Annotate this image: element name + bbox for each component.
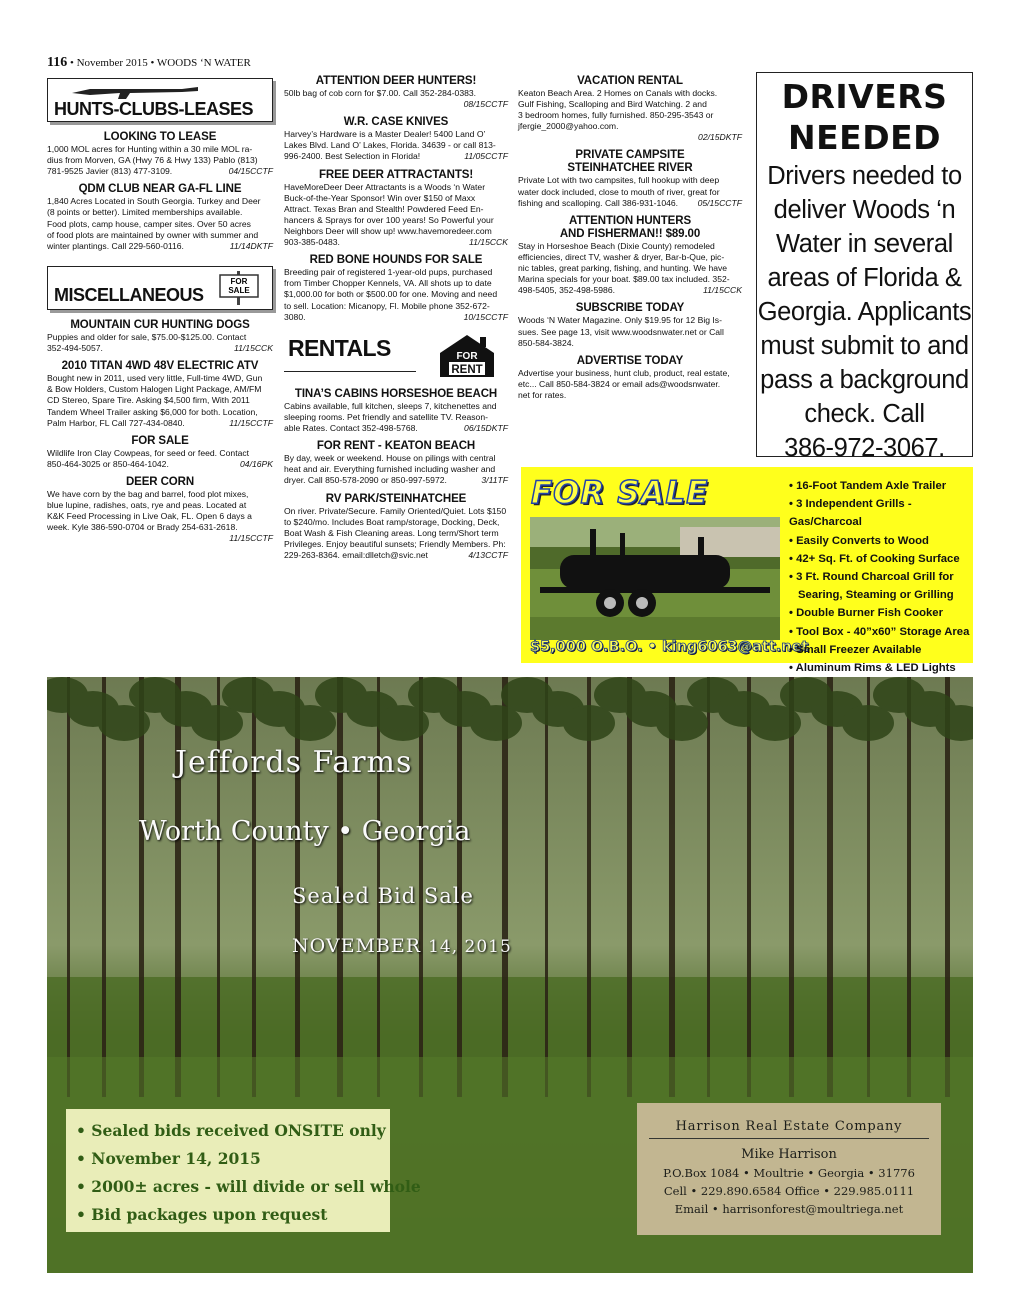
ad-body: [47, 489, 273, 533]
ad-code: 11/14DKTF: [229, 240, 273, 251]
text-line: blue lupine, radishes, oats, rye and peas. Located at: [47, 500, 247, 511]
ad-private-campsite: [518, 148, 742, 208]
pine-trunk: [545, 677, 548, 1097]
ad-title: ADVERTISE TODAY: [576, 354, 684, 367]
text-line: nic tables, great parking, fishing, and hunting. We have: [518, 263, 728, 274]
text-line: sues. See page 13, visit www.woodsnwater.net or Call: [518, 326, 724, 337]
ad-deer-corn: [47, 475, 273, 544]
ad-title: W.R. CASE KNIVES: [343, 116, 449, 129]
text-line: 850-584-3824.: [518, 337, 574, 348]
pine-trunk: [67, 677, 70, 1097]
ad-title: ATTENTION DEER HUNTERS!: [315, 75, 477, 87]
ad-title: SUBSCRIBE TODAY: [575, 302, 685, 315]
issue-line: • November 2015 • WOODS ‘N WATER: [67, 57, 251, 69]
text-line: K&K Feed Processing in Live Oak, FL. Open 6 days a: [47, 511, 252, 522]
text-line: 850-464-3025 or 850-464-1042.: [47, 458, 169, 469]
land-ad-sale-type: Sealed Bid Sale: [292, 884, 474, 908]
ad-code: 11/15CCTF: [229, 533, 273, 544]
ad-title: LOOKING TO LEASE: [103, 131, 217, 143]
pine-trunk: [252, 677, 256, 1097]
feature-item: • 42+ Sq. Ft. of Cooking Surface: [789, 552, 960, 565]
text-line: water dock included, close to mouth of river, great for: [518, 186, 720, 197]
column-1: [47, 74, 273, 550]
ad-code: 4/13CCTF: [468, 550, 508, 560]
text-line: • 2000± acres - will divide or sell whole: [76, 1177, 421, 1196]
feature-item: • Small Freezer Available: [789, 643, 922, 656]
ad-title: VACATION RENTAL: [577, 75, 683, 87]
text-line: Food plots, camp house, camper sites. Over 50 acres: [47, 218, 251, 229]
column-2: [284, 74, 508, 566]
text-line: HaveMoreDeer Deer Attractants is a Woods ‘n Water: [284, 181, 486, 192]
text-line: CD Stereo, Spare Tire. Asking $4,500 firm, With 2011: [47, 395, 250, 406]
text-line: & Bow Holders, Custom Halogen Light Package, AM/FM: [47, 384, 262, 395]
text-line: Puppies and older for sale, $75.00-$125.00. Contact: [47, 331, 247, 342]
text-line: On river. Private/Secure. Family Oriented/Quiet. Lots $150: [284, 505, 507, 516]
text-line: 903-385-0483.: [284, 237, 340, 248]
ad-code: 02/15DKTF: [698, 132, 742, 143]
section-header-rentals: [284, 331, 508, 377]
text-line: 1,840 Acres Located in South Georgia. Turkey and Deer: [47, 196, 261, 207]
text-line: Privileges. Enjoy beautiful sunsets; Friendly Members. Ph:: [284, 538, 506, 549]
ad-body: [284, 88, 508, 99]
feature-item: • Aluminum Rims & LED Lights: [789, 662, 956, 675]
ad-titan-atv: [47, 359, 273, 429]
ad-title: RV PARK/STEINHATCHEE: [325, 492, 467, 505]
text-line: pass a background: [760, 366, 969, 394]
text-line: dius from Morven, GA (Hwy 76 & Hwy 133) Pablo (813): [47, 155, 258, 166]
company-address: P.O.Box 1084 • Moultrie • Georgia • 31776: [663, 1166, 915, 1180]
text-line: 352-494-5057.: [47, 343, 103, 354]
text-line: Private Lot with two campsites, full hookup with deep: [518, 175, 720, 186]
text-line: check. Call: [804, 400, 925, 428]
land-ad-date-num: 14, 2015: [428, 937, 512, 957]
for-rent-house-icon: [436, 333, 498, 377]
drivers-heading-1: DRIVERS: [781, 77, 948, 116]
section-title-misc: MISCELLANEOUS: [54, 284, 204, 305]
ad-code: 3/11TF: [481, 475, 508, 486]
pine-trunk: [627, 677, 632, 1097]
feature-item: • Easily Converts to Wood: [789, 534, 929, 547]
feature-item: • Tool Box - 40”x60” Storage Area: [789, 625, 970, 638]
section-title-hunts: HUNTS-CLUBS-LEASES: [54, 98, 254, 119]
land-ad-location: Worth County • Georgia: [139, 816, 471, 847]
text-line: $1,000.00 for both or $500.00 for one. Moving and need: [284, 289, 498, 300]
smoker-trailer-photo: [530, 517, 780, 640]
pine-trunk: [907, 677, 911, 1097]
text-line: Bought new in 2011, used very little, Full-time 4WD, Gun: [47, 373, 263, 384]
text-line: Gulf Fishing, Scalloping and Bird Watching. 2 and: [518, 99, 707, 110]
smoker-feature-list: [789, 477, 973, 677]
text-line: Tandem Wheel Trailer asking $6,000 for both. Location,: [47, 406, 258, 417]
text-line: to sell. Location: Micanopy, Fl. Mobile phone 352-672-: [284, 300, 490, 311]
ad-title: FOR SALE: [131, 434, 189, 447]
land-ad-title: Jeffords Farms: [175, 745, 413, 780]
text-line: 3 bedroom homes, fully furnished. 850-295-3543 or: [518, 110, 714, 121]
section-title-rentals: RENTALS: [288, 334, 391, 361]
text-line: net for rates.: [518, 389, 567, 400]
text-line: jfergie_2000@yahoo.com.: [518, 121, 619, 132]
company-email: Email • harrisonforest@moultriega.net: [674, 1202, 904, 1216]
text-line: Buck-of-the-Year Sponsor! Win over $150 of Maxx: [284, 192, 476, 203]
ad-code: 06/15DKTF: [464, 423, 508, 434]
ad-code: 11/15CCK: [233, 343, 273, 354]
text-line: etc... Call 850-584-3824 or email ads@woodsnwater.: [518, 378, 721, 389]
text-line: Georgia. Applicants: [757, 298, 972, 326]
pine-trunk: [175, 677, 181, 1097]
ad-free-deer-attractants: [284, 168, 508, 249]
feature-item: • 16-Foot Tandem Axle Trailer: [789, 480, 947, 492]
text-line: Breeding pair of registered 1-year-old pups, purchased: [284, 267, 493, 278]
drivers-needed-box: [756, 72, 973, 462]
text-line: winter plantings. Call 229-560-0116.: [47, 240, 184, 251]
pine-trunk: [707, 677, 710, 1097]
feature-item: • 3 Ft. Round Charcoal Grill for: [789, 571, 954, 584]
ad-attention-deer-hunters: [284, 74, 508, 110]
text-line: Neighbors Deer will show up! www.havemoredeer.com: [284, 225, 492, 236]
ad-advertise-today: [518, 354, 742, 401]
text-line: Harvey’s Hardware is a Master Dealer! 5400 Land O’: [284, 129, 486, 140]
ad-case-knives: [284, 115, 508, 162]
page-folio: [47, 55, 251, 71]
text-line: dryer. Call 850-578-2090 or 850-997-5972.: [284, 475, 447, 486]
ad-body: [518, 315, 742, 348]
ad-looking-to-lease: [47, 130, 273, 177]
ad-code: 11/15CCK: [468, 237, 508, 248]
ad-code: 11/15CCTF: [229, 417, 273, 428]
harrison-contact-box: [637, 1103, 941, 1235]
text-line: must submit to and: [760, 332, 969, 360]
text-line: 229-263-8364. email:dlletch@svic.net: [284, 549, 428, 560]
ad-title: FREE DEER ATTRACTANTS!: [318, 168, 474, 181]
text-line: of food plots are maintained by owner with summer and: [47, 229, 259, 240]
drivers-body: [757, 159, 972, 465]
ad-keaton-beach: [284, 439, 508, 486]
jeffords-farms-ad: [47, 677, 973, 1273]
ad-code: 08/15CCTF: [463, 99, 508, 110]
column-3: [518, 74, 742, 406]
text-line: • November 14, 2015: [76, 1149, 261, 1168]
ad-red-bone-hounds: [284, 253, 508, 323]
land-ad-date: [292, 935, 512, 957]
ad-tinas-cabins: [284, 387, 508, 434]
ad-code: 11/15CCK: [702, 285, 742, 296]
text-line: able Rates. Contact 352-498-5768.: [284, 422, 418, 433]
text-line: 1,000 MOL acres for Hunting within a 30 mile MOL ra-: [47, 144, 253, 154]
svg-text:FOR: FOR: [230, 276, 248, 286]
text-line: Wildlife Iron Clay Cowpeas, for seed or feed. Contact: [47, 447, 250, 458]
ad-code: 10/15CCTF: [463, 311, 508, 322]
ad-code: 05/15CCTF: [697, 197, 742, 208]
ad-title: TINA’S CABINS HORSESHOE BEACH: [294, 387, 498, 400]
text-line: Cabins available, full kitchen, sleeps 7, kitchenettes and: [284, 400, 497, 411]
text-line: 498-5405, 352-498-5986.: [518, 285, 615, 296]
pine-trunk: [139, 677, 144, 1097]
ad-title: RED BONE HOUNDS FOR SALE: [309, 254, 483, 267]
text-line: Lakes Blvd. Land O’ Lakes, Florida. 34639 - or call 813-: [284, 140, 496, 151]
ad-subscribe-today: [518, 301, 742, 348]
ad-subtitle: AND FISHERMAN!! $89.00: [559, 227, 701, 240]
ad-code: 11/05CCTF: [464, 151, 508, 162]
text-line: efficiencies, direct TV, washer & dryer, Bar-b-Que, pic-: [518, 251, 725, 262]
text-line: sleeping rooms. Pet friendly and satellite TV. Reason-: [284, 411, 488, 422]
company-name: Harrison Real Estate Company: [675, 1119, 903, 1134]
text-line: Advertise your business, hunt club, product, real estate,: [518, 367, 730, 378]
section-rule: [284, 371, 416, 372]
text-line: Water in several: [776, 230, 953, 258]
feature-item: • 3 Independent Grills - Gas/Charcoal: [789, 498, 912, 529]
pine-trunk: [789, 677, 794, 1097]
text-line: Keaton Beach Area. 2 Homes on Canals with docks.: [518, 88, 718, 98]
ad-title: PRIVATE CAMPSITE: [575, 149, 685, 162]
ad-body: [518, 368, 742, 401]
ad-qdm-club: [47, 182, 273, 252]
section-header-hunts: [47, 78, 273, 122]
pine-trunk: [102, 677, 106, 1097]
pine-trunk: [747, 677, 751, 1097]
text-line: fishing and scalloping. Call 386-931-1046.: [518, 197, 679, 208]
text-line: Woods ‘N Water Magazine. Only $19.95 for 12 Big Is-: [518, 315, 722, 326]
for-sale-sign-icon: [218, 271, 262, 305]
ad-body: [518, 88, 742, 132]
text-line: Marina specials for your boat. $89.00 tax included. 352-: [518, 274, 730, 285]
text-line: 781-9525 Javier (813) 477-3109.: [47, 166, 173, 177]
feature-item: • Double Burner Fish Cooker: [789, 607, 943, 620]
ad-title: 2010 TITAN 4WD 48V ELECTRIC ATV: [61, 360, 259, 373]
svg-text:SALE: SALE: [228, 285, 250, 295]
company-rule: [649, 1138, 929, 1139]
ad-title: MOUNTAIN CUR HUNTING DOGS: [70, 318, 250, 331]
bid-details-box: [66, 1109, 421, 1232]
ad-code: 04/16PK: [240, 458, 273, 469]
ad-mountain-cur: [47, 318, 273, 354]
rent-sign-top: FOR: [456, 350, 478, 362]
ad-title: FOR RENT - KEATON BEACH: [316, 440, 476, 453]
ad-hunters-fisherman: [518, 214, 742, 297]
text-line: 386-972-3067.: [784, 434, 945, 462]
smoker-ad-title: FOR SALE: [531, 475, 709, 511]
rent-sign-bottom: RENT: [451, 363, 483, 376]
text-line: • Bid packages upon request: [76, 1205, 328, 1224]
ad-subtitle: STEINHATCHEE RIVER: [567, 162, 693, 175]
company-phones: Cell • 229.890.6584 Office • 229.985.0111: [663, 1184, 915, 1198]
page-number: 116: [47, 55, 68, 70]
ad-rv-park: [284, 492, 508, 562]
text-line: 996-2400. Best Selection in Florida!: [284, 151, 421, 162]
text-line: heat and air. Everything furnished including washer and: [284, 464, 496, 475]
text-line: Boat Wash & Fish Cleaning areas. Long term/Short term: [284, 527, 499, 538]
text-line: 3080.: [284, 311, 306, 322]
land-ad-date-word: NOVEMBER: [292, 935, 422, 957]
text-line: Drivers needed to: [767, 162, 962, 190]
text-line: 50lb bag of cob corn for $7.00. Call 352-284-0383.: [284, 88, 477, 98]
text-line: to $240/mo. Includes Boat ramp/storage, Docking, Deck,: [284, 516, 500, 527]
text-line: from Timber Chopper Kennels, VA. All shots up to date: [284, 278, 492, 289]
pine-trunk: [945, 677, 950, 1097]
section-header-misc: [47, 266, 273, 310]
drivers-heading-2: NEEDED: [787, 118, 942, 157]
ad-title: QDM CLUB NEAR GA-FL LINE: [78, 183, 242, 196]
ad-code: 04/15CCTF: [228, 166, 273, 177]
text-line: week. Kyle 386-590-0704 or Brady 254-631-2618.: [47, 522, 238, 533]
smoker-for-sale-ad: [521, 467, 973, 675]
text-line: hancers & Sprays for over 100 years! So Powerful your: [284, 214, 494, 225]
text-line: (8 points or better). Limited memberships available.: [47, 207, 243, 218]
text-line: Attract. Texas Bran and Stealth! Powdered Feed En-: [284, 203, 484, 214]
ad-cowpeas: [47, 434, 273, 470]
feature-item: Searing, Steaming or Grilling: [798, 589, 954, 602]
ad-title: DEER CORN: [125, 476, 195, 489]
text-line: • Sealed bids received ONSITE only: [76, 1121, 386, 1140]
text-line: By day, week or weekend. House on pilings with central: [284, 453, 496, 464]
ad-title: ATTENTION HUNTERS: [568, 214, 692, 227]
ad-vacation-rental: [518, 74, 742, 143]
text-line: Palm Harbor, FL Call 727-434-0840.: [47, 417, 185, 428]
text-line: areas of Florida &: [767, 264, 962, 292]
text-line: deliver Woods ‘n: [773, 196, 956, 224]
pine-trunk: [827, 677, 833, 1097]
smoker-price-contact: $5,000 O.B.O. • king6063@att.net: [530, 639, 809, 655]
text-line: Stay in Horseshoe Beach (Dixie County) remodeled: [518, 240, 715, 251]
text-line: We have corn by the bag and barrel, food plot mixes,: [47, 489, 249, 500]
agent-name: Mike Harrison: [741, 1147, 837, 1162]
